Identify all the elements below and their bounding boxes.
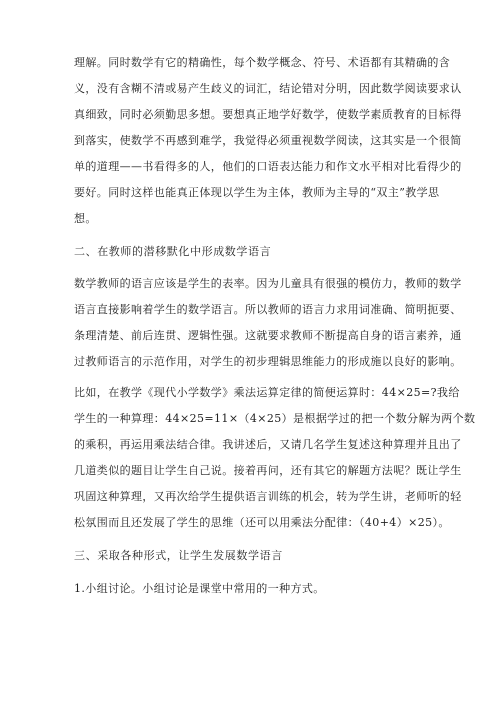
paragraph-line: 松氛围而且还发展了学生的思维（还可以用乘法分配律：（40+4）×25）。 bbox=[74, 516, 450, 529]
paragraph-line: 的乘积，再运用乘法结合律。我讲述后，又请几名学生复述这种算理并且出了 bbox=[74, 438, 462, 451]
paragraph-line: 数学教师的语言应该是学生的表率。因为儿童具有很强的模仿力，教师的数学 bbox=[74, 277, 462, 290]
paragraph-line: 几道类似的题目让学生自己说。接着再问，还有其它的解题方法呢？既让学生 bbox=[74, 464, 462, 477]
section-heading-3: 三、采取各种形式，让学生发展数学语言 bbox=[74, 549, 283, 562]
section-heading-2: 二、在教师的潜移默化中形成数学语言 bbox=[74, 245, 272, 258]
paragraph-line: 义，没有含糊不清或易产生歧义的词汇，结论错对分明，因此数学阅读要求认 bbox=[74, 82, 462, 95]
paragraph-line: 单的道理——书看得多的人，他们的口语表达能力和作文水平相对比看得少的 bbox=[74, 160, 462, 173]
paragraph-line: 语言直接影响着学生的数学语言。所以教师的语言力求用词准确、简明扼要、 bbox=[74, 303, 462, 316]
paragraph-line: 想。 bbox=[74, 212, 97, 225]
paragraph-line: 比如，在教学《现代小学数学》乘法运算定律的简便运算时：44×25=?我给 bbox=[74, 386, 460, 399]
paragraph-line: 理解。同时数学有它的精确性，每个数学概念、符号、术语都有其精确的含 bbox=[74, 56, 451, 69]
paragraph-4: 1.小组讨论。小组讨论是课堂中常用的一种方式。 bbox=[74, 582, 325, 595]
paragraph-line: 到落实，使数学不再感到难学，我觉得必须重视数学阅读，这其实是一个很简 bbox=[74, 134, 462, 147]
paragraph-line: 过教师语言的示范作用，对学生的初步理辑思维能力的形成施以良好的影响。 bbox=[74, 355, 462, 368]
paragraph-line: 巩固这种算理，又再次给学生提供语言训练的机会，转为学生讲，老师听的轻 bbox=[74, 490, 462, 503]
paragraph-line: 真细致，同时必须勤思多想。要想真正地学好数学，使数学素质教育的目标得 bbox=[74, 108, 462, 121]
paragraph-line: 学生的一种算理：44×25=11×（4×25）是根据学过的把一个数分解为两个数 bbox=[74, 412, 476, 425]
paragraph-line: 要好。同时这样也能真正体现以学生为主体，教师为主导的“双主”教学思 bbox=[74, 186, 440, 199]
paragraph-line: 条理清楚、前后连贯、逻辑性强。这就要求教师不断提高自身的语言素养，通 bbox=[74, 329, 462, 342]
